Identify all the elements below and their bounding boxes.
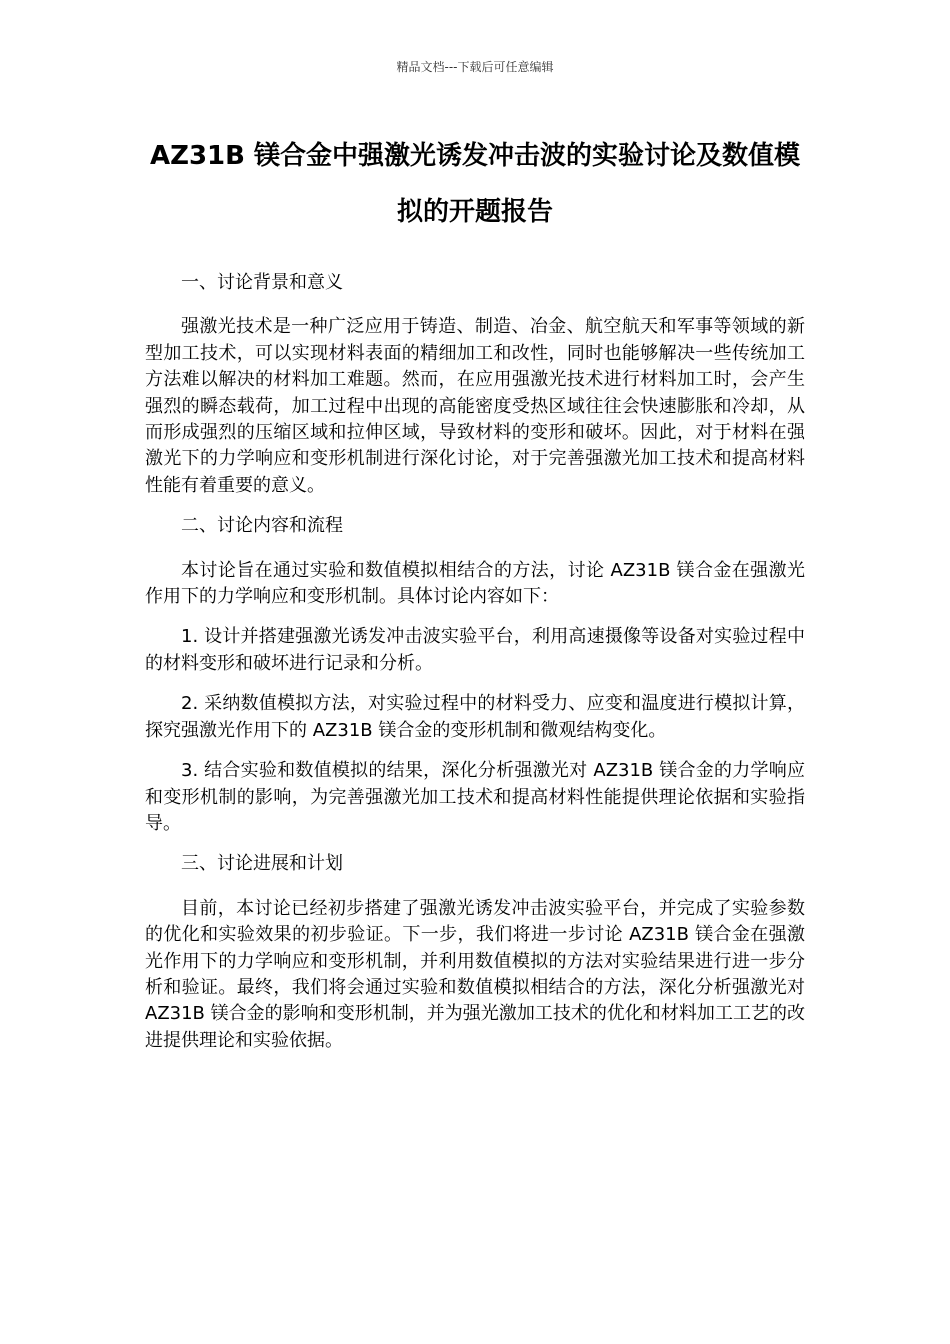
- header-note: 精品文档---下载后可任意编辑: [396, 60, 554, 74]
- paragraph: 强激光技术是一种广泛应用于铸造、制造、冶金、航空航天和军事等领域的新型加工技术，可以实现材料表面的精细加工和改性，同时也能够解决一些传统加工方法难以解决的材料加工难题。然而，在应用强激光技术进行材料加工时，会产生强烈的瞬态载荷，加工过程中出现的高能密度受热区域往往会快速膨胀和冷却，从而形成强烈的压缩区域和拉伸区域，导致材料的变形和破坏。因此，对于材料在强激光下的力学响应和变形机制进行深化讨论，对于完善强激光加工技术和提高材料性能有着重要的意义。: [145, 316, 805, 496]
- list-item: 3. 结合实验和数值模拟的结果，深化分析强激光对 AZ31B 镁合金的力学响应和变形机制的影响，为完善强激光加工技术和提高材料性能提供理论依据和实验指导。: [145, 760, 805, 834]
- document-title: AZ31B 镁合金中强激光诱发冲击波的实验讨论及数值模拟的开题报告: [149, 141, 801, 227]
- section-heading: 二、讨论内容和流程: [181, 515, 343, 537]
- paragraph: 本讨论旨在通过实验和数值模拟相结合的方法，讨论 AZ31B 镁合金在强激光作用下的力学响应和变形机制。具体讨论内容如下：: [145, 559, 805, 608]
- section-heading: 一、讨论背景和意义: [181, 272, 343, 293]
- document-body: [145, 270, 805, 1068]
- list-item: 2. 采纳数值模拟方法，对实验过程中的材料受力、应变和温度进行模拟计算，探究强激光作用下的 AZ31B 镁合金的变形机制和微观结构变化。: [145, 693, 805, 741]
- list-item: 1. 设计并搭建强激光诱发冲击波实验平台，利用高速摄像等设备对实验过程中的材料变形和破坏进行记录和分析。: [145, 626, 805, 674]
- section-heading: 三、讨论进展和计划: [181, 853, 343, 875]
- paragraph: 目前，本讨论已经初步搭建了强激光诱发冲击波实验平台，并完成了实验参数的优化和实验效果的初步验证。下一步，我们将进一步讨论 AZ31B 镁合金在强激光作用下的力学响应和变形机制，并利用数值模拟的方法对实验结果进行进一步分析和验证。最终，我们将会通过实验和数值模拟相结合的方法，深化分析强激光对 AZ31B 镁合金的影响和变形机制，并为强光激加工技术的优化和材料加工工艺的改进提供理论和实验依据。: [145, 897, 805, 1051]
